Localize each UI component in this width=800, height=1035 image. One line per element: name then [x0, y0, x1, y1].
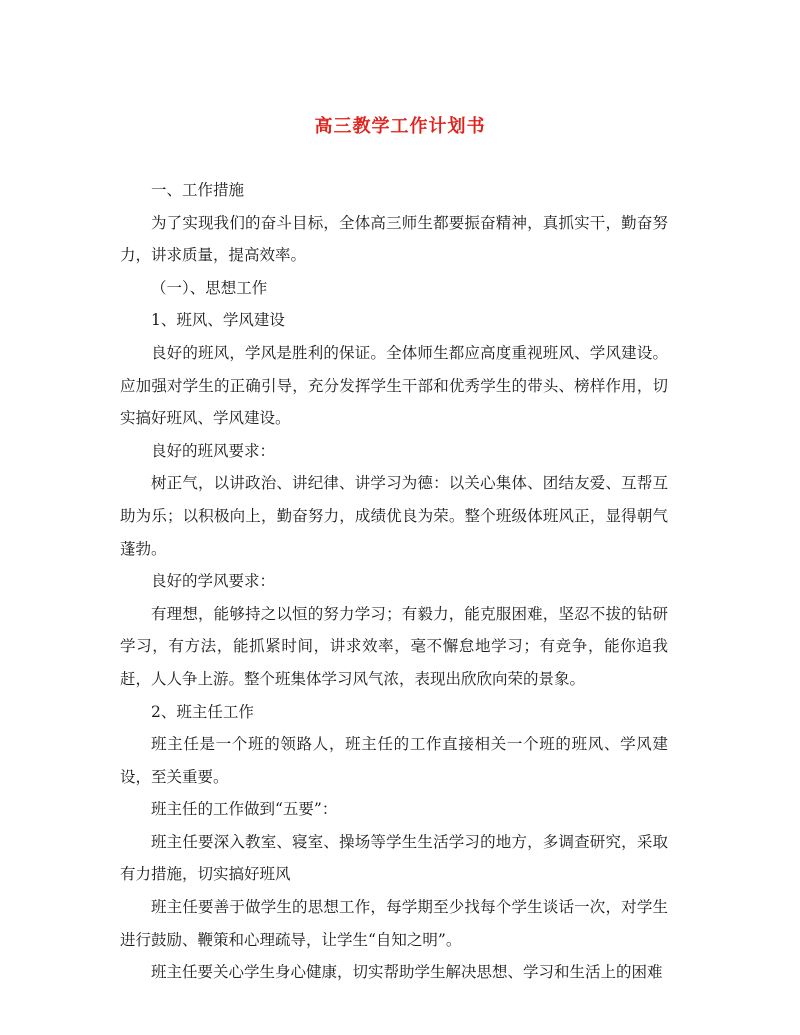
paragraph-intro: 为了实现我们的奋斗目标，全体高三师生都要振奋精神，真抓实干，勤奋努力，讲求质量，提高效率。	[120, 213, 668, 265]
paragraph-requirement-2: 班主任要善于做学生的思想工作，每学期至少找每个学生谈话一次，对学生进行鼓励、鞭策和心理疏导，让学生“自知之明”。	[120, 898, 668, 949]
item-heading-head-teacher: 2、班主任工作	[151, 702, 254, 721]
document-title: 高三教学工作计划书	[314, 116, 486, 137]
item-heading-class-style: 1、班风、学风建设	[151, 311, 285, 330]
paragraph-study-style-requirements: 有理想，能够持之以恒的努力学习；有毅力，能克服困难，坚忍不拔的钻研学习，有方法，能抓紧时间，讲求效率，毫不懈怠地学习；有竞争，能你追我赶，人人争上游。整个班集体学习风气浓，表现出欣欣向荣的景象。	[120, 604, 668, 688]
paragraph-requirement-3: 班主任要关心学生身心健康，切实帮助学生解决思想、学习和生活上的困难	[151, 963, 663, 982]
paragraph-head-teacher: 班主任是一个班的领路人，班主任的工作直接相关一个班的班风、学风建设，至关重要。	[120, 735, 668, 786]
label-five-requirements: 班主任的工作做到“五要”：	[151, 800, 338, 819]
label-study-style-requirements: 良好的学风要求：	[151, 572, 276, 591]
label-class-style-requirements: 良好的班风要求：	[151, 441, 276, 460]
subsection-heading-ideology: （一）、思想工作	[151, 278, 268, 297]
paragraph-requirement-1: 班主任要深入教室、寝室、操场等学生生活学习的地方，多调查研究，采取有力措施，切实搞好班风	[120, 832, 668, 884]
section-heading-measures: 一、工作措施	[151, 181, 245, 199]
paragraph-class-style: 良好的班风，学风是胜利的保证。全体师生都应高度重视班风、学风建设。应加强对学生的正确引导，充分发挥学生干部和优秀学生的带头、榜样作用，切实搞好班风、学风建设。	[120, 343, 668, 428]
paragraph-class-style-requirements: 树正气，以讲政治、讲纪律、讲学习为德：以关心集体、团结友爱、互帮互助为乐；以积极向上，勤奋努力，成绩优良为荣。整个班级体班风正，显得朝气蓬勃。	[120, 474, 668, 558]
document-body	[120, 174, 668, 989]
